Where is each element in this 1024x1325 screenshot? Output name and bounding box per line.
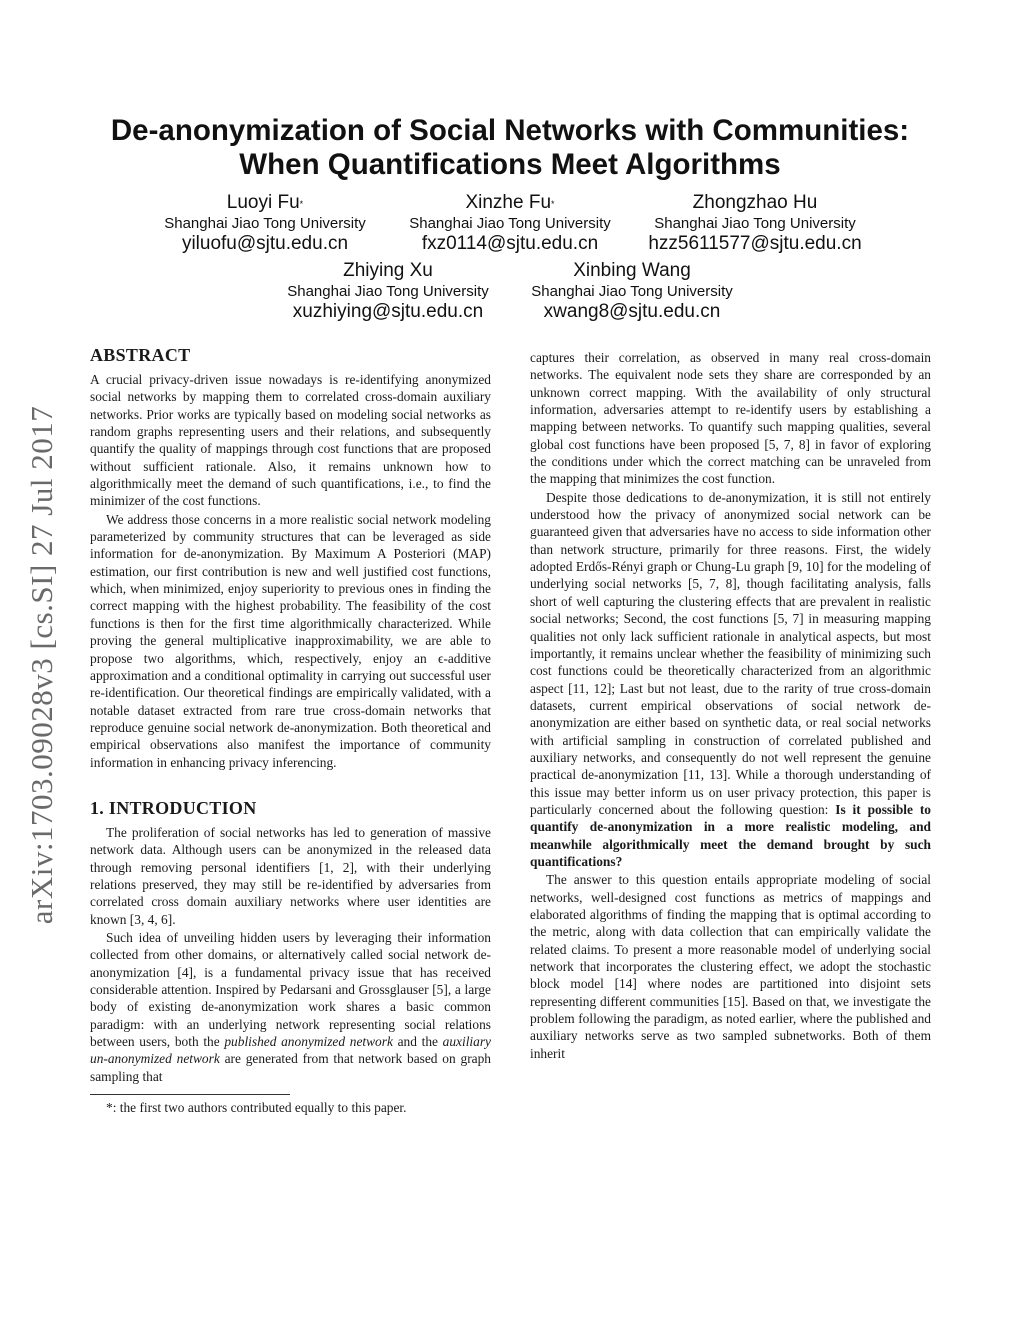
intro-paragraph: Despite those dedications to de-anonymization, it is still not entirely understood how the privacy of anonymized social network can be guaranteed given that adversaries have no access to side information other than network structure, primarily for three reasons. First, the widely adopted Erdős-Rényi graph or Chung-Lu graph [9, 10] for the modeling of underlying social networks [5, 7, 8], though facilitating analysis, falls short of well capturing the clustering effects that are prevalent in realistic social networks; Second, the cost functions [5, 7] in measuring mapping qualities not only lack sufficient rationale in analytical aspects, but most importantly, it remains unclear whether the feasibility of minimizing such cost functions could be theoretically characterized from an algorithmic aspect [11, 12]; Last but not least, due to the rarity of true cross-domain datasets, current empirical observations of social network de-anonymization are either based on synthetic data, or real social networks with artificial sampling in construction of correlated published and auxiliary networks, and consequently do not well represent the genuine practical de-anonymization [11, 13]. While a thorough understanding of this issue may better inform us on user privacy protection, this paper is particularly concerned about the following question: Is it possible to quantify de-anonymization in a more realistic modeling, and meanwhile algorithmically meet the demand brought by such quantifications? [530, 489, 931, 869]
abstract-paragraph: A crucial privacy-driven issue nowadays is re-identifying anonymized social networks by mapping them to correlated cross-domain auxiliary networks. Prior works are typically based on modeling social networks as random graphs representing users and their relations, and subsequently quantify the quality of mappings through cost functions that are proposed without sufficient rationale. Also, it remains unknown how to algorithmically meet the demand of such quantifications, i.e., to find the minimizer of the cost functions. [90, 372, 491, 509]
author-email: xwang8@sjtu.edu.cn [543, 301, 721, 322]
author-block [625, 192, 885, 255]
author-mark: * [299, 199, 304, 209]
intro-paragraph: Such idea of unveiling hidden users by leveraging their information collected from other domains, or alternatively called social network de-anonymization [4], is a fundamental privacy issue that has received considerable attention. Inspired by Pedarsani and Grossglauser [5], a large body of existing de-anonymization work shares a basic common paradigm: with an underlying network representing social relations between users, both the published anonymized network and the auxiliary un-anonymized network are generated from that network based on graph sampling that [90, 929, 491, 1084]
author-name: Xinbing Wang [573, 260, 691, 281]
author-email: fxz0114@sjtu.edu.cn [421, 233, 599, 254]
left-column [90, 343, 491, 1116]
footnote-divider [90, 1094, 290, 1095]
abstract-heading: ABSTRACT [90, 345, 191, 365]
introduction-heading: 1. INTRODUCTION [90, 797, 257, 818]
author-block [135, 192, 395, 255]
emphasis-published-network: published anonymized network [224, 1034, 393, 1050]
intro-paragraph: The answer to this question entails appropriate modeling of social networks, well-designed cost functions as metrics of mappings and elaborated algorithms of finding the mapping that is optimal according to the metric, along with data collection that can empirically validate the related claims. To present a more reasonable model of underlying social network that incorporates the clustering effect, we adopt the stochastic block model [14] where nodes are partitioned into disjoint sets representing different communities [15]. Based on that, we investigate the problem following the paradigm, as noted earlier, where the published and auxiliary networks serve as two sampled subnetworks. Both of them inherit [530, 872, 931, 1061]
paper-title [60, 114, 960, 182]
emphasis-auxiliary-network: auxiliary un-anonymized network [90, 1034, 491, 1067]
intro-paragraph: The proliferation of social networks has led to generation of massive network data. Although users can be anonymized in the released data through removing personal identifiers [1, 2], with their underlying relations preserved, they may still be re-identified by adversaries from correlated cross domain auxiliary networks where user identities are known [3, 4, 6]. [90, 824, 491, 927]
abstract-paragraph: We address those concerns in a more realistic social network modeling parameterized by community structures that can be leveraged as side information for de-anonymization. By Maximum A Posteriori (MAP) estimation, our first contribution is new and well justified cost functions, which, when minimized, enjoy superiority to previous ones in finding the correct mapping with the highest probability. The feasibility of the cost functions is then for the first time algorithmically characterized. While proving the general multiplicative inapproximability, we are able to propose two algorithms, which, respectively, enjoy an ϵ-additive approximation and a conditional optimality in carrying out successful user re-identification. Our theoretical findings are empirically validated, with a notable dataset extracted from rare true cross-domain networks that reproduce genuine social network de-anonymization. Both theoretical and empirical observations also manifest the importance of community information in enhancing privacy inferencing. [90, 511, 491, 770]
author-name: Zhongzhao Hu [692, 192, 818, 213]
author-name: Zhiying Xu [343, 260, 433, 281]
footnote: *: the first two authors contributed equally to this paper. [106, 1100, 407, 1116]
author-affiliation: Shanghai Jiao Tong University [164, 215, 366, 232]
author-email: hzz5611577@sjtu.edu.cn [648, 233, 862, 254]
arxiv-identifier: arXiv:1703.09028v3 [cs.SI] 27 Jul 2017 [24, 405, 59, 925]
right-column [530, 349, 931, 1062]
author-mark: * [551, 199, 555, 209]
intro-paragraph: captures their correlation, as observed in many real cross-domain networks. The equivalent node sets they share are corresponded by an unknown correct mapping. With the availability of only structural information, adversaries attempt to re-identify users by establishing a mapping between networks. To quantify such mapping qualities, several global cost functions have been proposed [5, 7, 8] in favor of exploring the conditions under which the correct matching can be unraveled from the mapping that minimizes the cost function. [530, 350, 931, 487]
author-name: Xinzhe Fu [465, 192, 552, 213]
author-affiliation: Shanghai Jiao Tong University [287, 283, 489, 300]
author-affiliation: Shanghai Jiao Tong University [654, 215, 856, 232]
title-line-1: De-anonymization of Social Networks with Communities: [110, 114, 910, 147]
author-block [380, 192, 640, 255]
author-block [502, 260, 762, 323]
research-question: Is it possible to quantify de-anonymization in a more realistic modeling, and meanwhile algorithmically meet the demand brought by such quantifications? [530, 801, 931, 869]
title-line-2: When Quantifications Meet Algorithms [239, 148, 781, 181]
author-email: xuzhiying@sjtu.edu.cn [292, 301, 484, 322]
author-email: yiluofu@sjtu.edu.cn [181, 233, 349, 254]
arxiv-sidebar [20, 380, 64, 950]
author-block [258, 260, 518, 323]
author-affiliation: Shanghai Jiao Tong University [409, 215, 611, 232]
author-name: Luoyi Fu [226, 192, 300, 213]
author-affiliation: Shanghai Jiao Tong University [531, 283, 733, 300]
